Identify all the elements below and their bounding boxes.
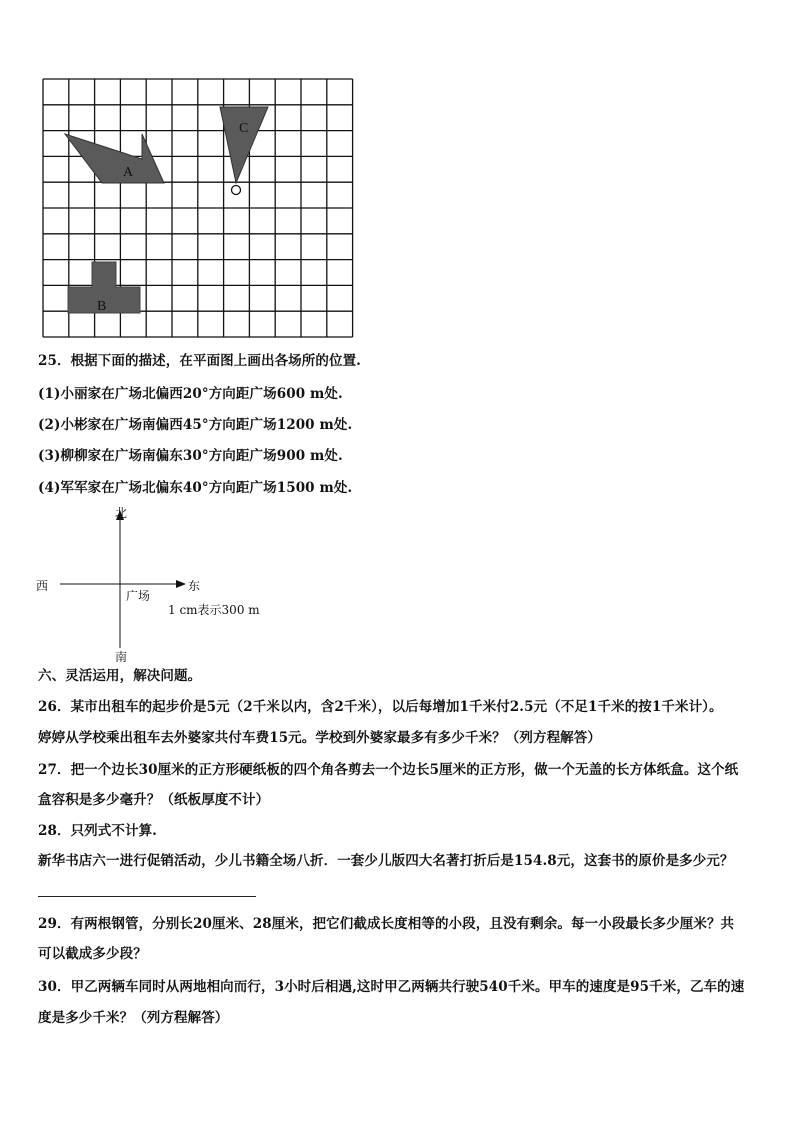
shape-a	[65, 134, 164, 183]
q25-item-1: (1)小丽家在广场北偏西20°方向距广场600 m处.	[38, 386, 343, 402]
q25-item-4: (4)军军家在广场北偏东40°方向距广场1500 m处.	[38, 480, 353, 496]
shape-c	[220, 107, 268, 183]
compass-diagram	[30, 502, 300, 662]
scale-note: 1 cm表示300 m	[168, 603, 260, 617]
label-south: 南	[115, 650, 128, 664]
q27-line-1: 27．把一个边长30厘米的正方形硬纸板的四个角各剪去一个边长5厘米的正方形，做一个无盖的长方体纸盒。这个纸	[38, 762, 739, 778]
q29-line-2: 可以截成多少段？	[38, 946, 147, 962]
q25-item-3: (3)柳柳家在广场南偏东30°方向距广场900 m处.	[38, 448, 343, 464]
q27-line-2: 盒容积是多少毫升？（纸板厚度不计）	[38, 792, 270, 808]
label-plaza: 广场	[126, 589, 151, 603]
q28-line-2: 新华书店六一进行促销活动，少儿书籍全场八折．一套少儿版四大名著打折后是154.8元，这套书的原价是多少元？	[38, 853, 734, 869]
q25-title: 25．根据下面的描述，在平面图上画出各场所的位置.	[38, 353, 361, 369]
label-east: 东	[188, 579, 201, 593]
q26-line-2: 婷婷从学校乘出租车去外婆家共付车费15元。学校到外婆家最多有多少千米？（列方程解答）	[38, 730, 601, 746]
answer-blank-line	[38, 896, 256, 897]
q25-item-2: (2)小彬家在广场南偏西45°方向距广场1200 m处.	[38, 417, 353, 433]
label-west: 西	[36, 579, 49, 593]
q30-line-1: 30．甲乙两辆车同时从两地相向而行，3小时后相遇,这时甲乙两辆共行驶540千米。甲车的速度是95千米，乙车的速	[38, 979, 745, 995]
label-c: C	[239, 121, 249, 136]
q26-line-1: 26．某市出租车的起步价是5元（2千米以内，含2千米），以后每增加1千米付2.5元（不足1千米的按1千米计）。	[38, 699, 723, 715]
section-6-heading: 六、灵活运用，解决问题。	[38, 668, 202, 684]
q30-line-2: 度是多少千米？（列方程解答）	[38, 1010, 229, 1026]
east-arrowhead	[176, 580, 186, 588]
rotation-point	[232, 186, 241, 195]
q28-line-1: 28．只列式不计算.	[38, 823, 157, 839]
label-b: B	[97, 299, 107, 314]
q29-line-1: 29．有两根钢管，分别长20厘米、28厘米，把它们截成长度相等的小段，且没有剩余。每一小段最长多少厘米？共	[38, 916, 735, 932]
grid-figure	[40, 77, 356, 343]
label-north: 北	[115, 506, 128, 520]
label-a: A	[123, 165, 134, 180]
